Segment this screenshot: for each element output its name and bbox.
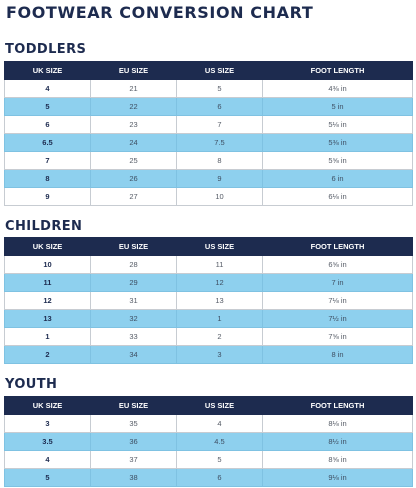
column-header-us-size: US SIZE — [177, 62, 263, 80]
cell-uk-size: 4 — [5, 80, 91, 98]
cell-eu-size: 29 — [91, 274, 177, 292]
cell-eu-size: 22 — [91, 98, 177, 116]
cell-us-size: 12 — [177, 274, 263, 292]
cell-us-size: 3 — [177, 346, 263, 364]
cell-foot-length: 8 in — [263, 346, 413, 364]
column-header-uk-size: UK SIZE — [5, 397, 91, 415]
cell-us-size: 6 — [177, 98, 263, 116]
table-row — [5, 188, 413, 206]
cell-us-size: 13 — [177, 292, 263, 310]
cell-uk-size: 3.5 — [5, 433, 91, 451]
table-row — [5, 256, 413, 274]
cell-foot-length: 7½ in — [263, 310, 413, 328]
cell-uk-size: 8 — [5, 170, 91, 188]
section-title-children: CHILDREN — [5, 219, 83, 234]
table-row — [5, 328, 413, 346]
table-row — [5, 346, 413, 364]
cell-eu-size: 26 — [91, 170, 177, 188]
cell-us-size: 4.5 — [177, 433, 263, 451]
cell-eu-size: 34 — [91, 346, 177, 364]
cell-foot-length: 8½ in — [263, 433, 413, 451]
table-row — [5, 433, 413, 451]
cell-foot-length: 4⅜ in — [263, 80, 413, 98]
cell-foot-length: 5⅝ in — [263, 152, 413, 170]
table-row — [5, 152, 413, 170]
cell-uk-size: 1 — [5, 328, 91, 346]
cell-eu-size: 23 — [91, 116, 177, 134]
cell-eu-size: 36 — [91, 433, 177, 451]
cell-uk-size: 5 — [5, 469, 91, 487]
column-header-uk-size: UK SIZE — [5, 62, 91, 80]
cell-us-size: 6 — [177, 469, 263, 487]
children-table — [4, 237, 413, 364]
column-header-eu-size: EU SIZE — [91, 62, 177, 80]
table-row — [5, 292, 413, 310]
cell-us-size: 7 — [177, 116, 263, 134]
cell-foot-length: 7 in — [263, 274, 413, 292]
cell-foot-length: 5⅛ in — [263, 116, 413, 134]
cell-foot-length: 9⅛ in — [263, 469, 413, 487]
cell-eu-size: 28 — [91, 256, 177, 274]
cell-uk-size: 7 — [5, 152, 91, 170]
column-header-us-size: US SIZE — [177, 238, 263, 256]
cell-eu-size: 37 — [91, 451, 177, 469]
cell-foot-length: 8⅛ in — [263, 415, 413, 433]
table-row — [5, 274, 413, 292]
column-header-foot-length: FOOT LENGTH — [263, 238, 413, 256]
table-header-row — [5, 62, 413, 80]
cell-us-size: 4 — [177, 415, 263, 433]
cell-us-size: 2 — [177, 328, 263, 346]
cell-uk-size: 10 — [5, 256, 91, 274]
cell-eu-size: 32 — [91, 310, 177, 328]
cell-foot-length: 6 in — [263, 170, 413, 188]
column-header-eu-size: EU SIZE — [91, 238, 177, 256]
cell-foot-length: 5 in — [263, 98, 413, 116]
section-title-youth: YOUTH — [5, 377, 58, 392]
cell-us-size: 10 — [177, 188, 263, 206]
youth-table — [4, 396, 413, 487]
table-row — [5, 469, 413, 487]
table-row — [5, 170, 413, 188]
cell-uk-size: 9 — [5, 188, 91, 206]
cell-us-size: 11 — [177, 256, 263, 274]
cell-foot-length: 7⅝ in — [263, 328, 413, 346]
column-header-foot-length: FOOT LENGTH — [263, 397, 413, 415]
table-row — [5, 80, 413, 98]
cell-us-size: 5 — [177, 451, 263, 469]
table-header-row — [5, 397, 413, 415]
column-header-us-size: US SIZE — [177, 397, 263, 415]
cell-uk-size: 3 — [5, 415, 91, 433]
table-row — [5, 451, 413, 469]
cell-uk-size: 6 — [5, 116, 91, 134]
cell-uk-size: 6.5 — [5, 134, 91, 152]
cell-eu-size: 33 — [91, 328, 177, 346]
cell-foot-length: 7⅛ in — [263, 292, 413, 310]
cell-eu-size: 38 — [91, 469, 177, 487]
column-header-eu-size: EU SIZE — [91, 397, 177, 415]
cell-foot-length: 6⅛ in — [263, 188, 413, 206]
cell-uk-size: 4 — [5, 451, 91, 469]
table-row — [5, 134, 413, 152]
table-row — [5, 415, 413, 433]
cell-uk-size: 2 — [5, 346, 91, 364]
cell-uk-size: 5 — [5, 98, 91, 116]
cell-us-size: 5 — [177, 80, 263, 98]
cell-uk-size: 12 — [5, 292, 91, 310]
cell-us-size: 8 — [177, 152, 263, 170]
table-row — [5, 310, 413, 328]
cell-foot-length: 6⅝ in — [263, 256, 413, 274]
table-header-row — [5, 238, 413, 256]
cell-uk-size: 11 — [5, 274, 91, 292]
column-header-foot-length: FOOT LENGTH — [263, 62, 413, 80]
cell-uk-size: 13 — [5, 310, 91, 328]
page-title: FOOTWEAR CONVERSION CHART — [6, 3, 314, 22]
cell-foot-length: 8⅝ in — [263, 451, 413, 469]
cell-foot-length: 5⅜ in — [263, 134, 413, 152]
cell-eu-size: 27 — [91, 188, 177, 206]
cell-eu-size: 24 — [91, 134, 177, 152]
cell-eu-size: 35 — [91, 415, 177, 433]
column-header-uk-size: UK SIZE — [5, 238, 91, 256]
table-row — [5, 98, 413, 116]
section-title-toddlers: TODDLERS — [5, 42, 87, 57]
cell-eu-size: 31 — [91, 292, 177, 310]
cell-us-size: 1 — [177, 310, 263, 328]
toddlers-table — [4, 61, 413, 206]
cell-eu-size: 21 — [91, 80, 177, 98]
cell-eu-size: 25 — [91, 152, 177, 170]
cell-us-size: 9 — [177, 170, 263, 188]
table-row — [5, 116, 413, 134]
cell-us-size: 7.5 — [177, 134, 263, 152]
